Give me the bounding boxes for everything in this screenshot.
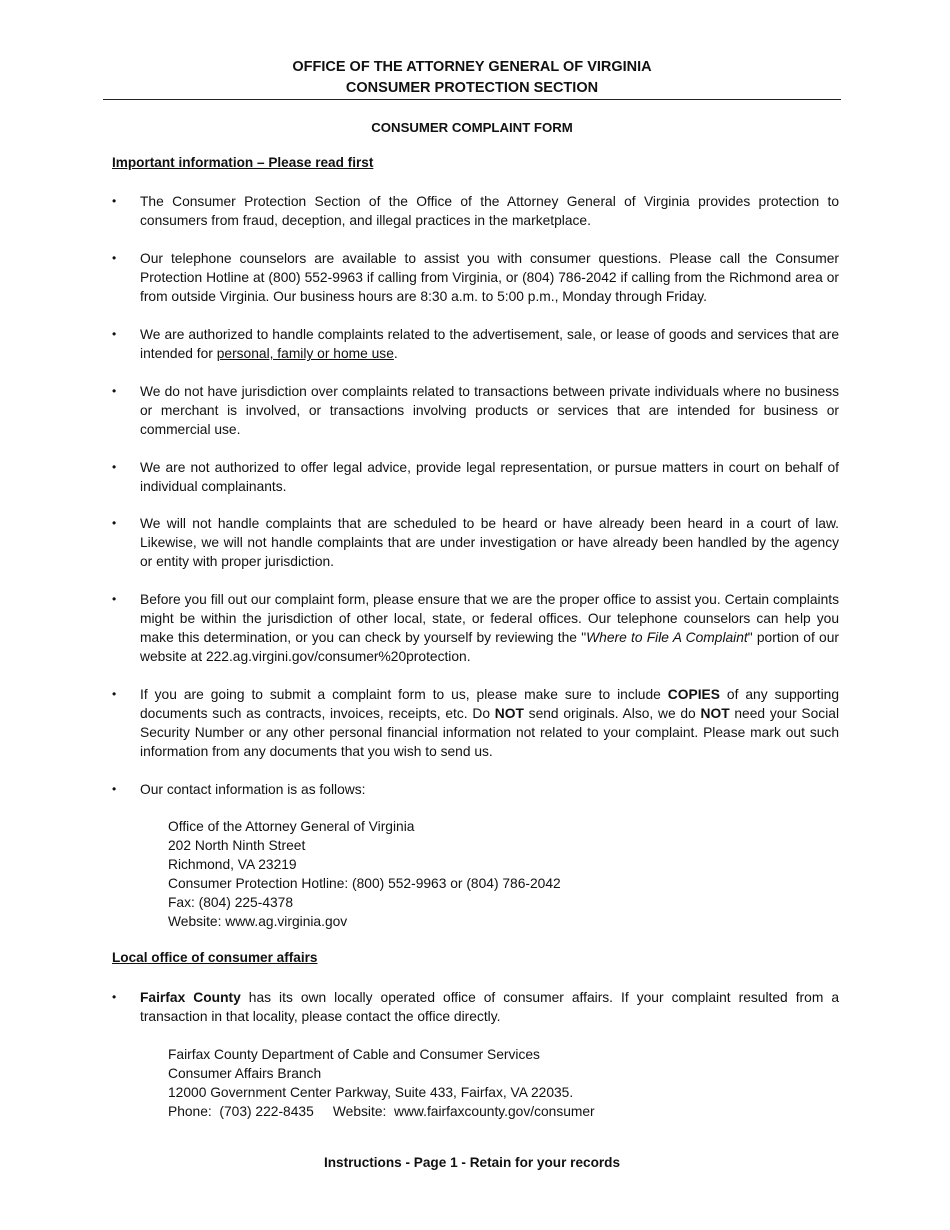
list-item — [112, 325, 839, 363]
list-item — [112, 590, 839, 666]
form-title: CONSUMER COMPLAINT FORM — [371, 120, 573, 135]
page-footer: Instructions - Page 1 - Retain for your records — [323, 1155, 621, 1170]
local-office-heading: Local office of consumer affairs — [112, 950, 318, 965]
bullet-icon: • — [112, 460, 117, 474]
fairfax-address-block — [168, 1045, 595, 1121]
contact-city: Richmond, VA 23219 — [168, 857, 297, 872]
list-item-text: Before you fill out our complaint form, please ensure that we are the proper office to assist you. Certain complaints might be within the jurisdiction of other local, state, or federal offices. Our telephone counselors can help you make this determination, or you can check by yourself by reviewing the "Where to File A Complaint" portion of our website at 222.ag.virgini.gov/consumer%20protection. — [140, 592, 839, 664]
header-divider — [103, 99, 841, 100]
where-to-file-emphasis: Where to File A Complaint — [586, 630, 748, 645]
bullet-icon: • — [112, 687, 117, 701]
list-item-text: We do not have jurisdiction over complaints related to transactions between private individuals where no business or merchant is involved, or transactions involving products or services that are intended for business or commercial use. — [140, 384, 839, 437]
fairfax-contact: Phone: (703) 222-8435 Website: www.fairfaxcounty.gov/consumer — [168, 1104, 595, 1119]
list-item-text: The Consumer Protection Section of the Office of the Attorney General of Virginia provides protection to consumers from fraud, deception, and illegal practices in the marketplace. — [140, 194, 839, 228]
bullet-icon: • — [112, 384, 117, 398]
list-item — [112, 382, 839, 439]
contact-street: 202 North Ninth Street — [168, 838, 306, 853]
document-header — [103, 57, 841, 99]
contact-website: Website: www.ag.virginia.gov — [168, 914, 348, 929]
list-item-text: We will not handle complaints that are scheduled to be heard or have already been heard in a court of law. Likewise, we will not handle complaints that are under investigation or have already been handled by the agency or entity with proper jurisdiction. — [140, 516, 839, 569]
personal-use-emphasis: personal, family or home use — [216, 346, 394, 361]
fairfax-dept: Fairfax County Department of Cable and Consumer Services — [168, 1047, 540, 1062]
fairfax-county-label: Fairfax County — [140, 990, 241, 1005]
list-item — [112, 458, 839, 496]
contact-name: Office of the Attorney General of Virginia — [168, 819, 415, 834]
section-title: CONSUMER PROTECTION SECTION — [345, 80, 599, 96]
list-item-text: Our telephone counselors are available to assist you with consumer questions. Please call the Consumer Protection Hotline at (800) 552-9963 if calling from Virginia, or (804) 786-2042 if calling from the Richmond area or from outside Virginia. Our business hours are 8:30 a.m. to 5:00 p.m., Monday through Friday. — [140, 251, 839, 304]
important-info-heading: Important information – Please read first — [112, 155, 374, 170]
bullet-icon: • — [112, 990, 117, 1004]
list-item — [112, 192, 839, 230]
bullet-icon: • — [112, 251, 117, 265]
bullet-icon: • — [112, 516, 117, 530]
list-item-text: Fairfax County has its own locally operated office of consumer affairs. If your complaint resulted from a transaction in that locality, please contact the office directly. — [140, 990, 840, 1024]
contact-hotline: Consumer Protection Hotline: (800) 552-9963 or (804) 786-2042 — [168, 876, 561, 891]
list-item-text: We are authorized to handle complaints related to the advertisement, sale, or lease of goods and services that are intended for personal, family or home use. — [140, 327, 839, 361]
bullet-icon: • — [112, 782, 117, 796]
fairfax-address: 12000 Government Center Parkway, Suite 433, Fairfax, VA 22035. — [168, 1085, 574, 1100]
office-title: OFFICE OF THE ATTORNEY GENERAL OF VIRGINIA — [292, 59, 652, 75]
list-item — [112, 514, 839, 571]
fairfax-branch: Consumer Affairs Branch — [168, 1066, 322, 1081]
list-item — [112, 685, 839, 761]
list-item-text: We are not authorized to offer legal advice, provide legal representation, or pursue matters in court on behalf of individual complainants. — [140, 460, 839, 494]
list-item-text: Our contact information is as follows: — [140, 782, 366, 797]
contact-fax: Fax: (804) 225-4378 — [168, 895, 294, 910]
list-item-text: If you are going to submit a complaint form to us, please make sure to include COPIES of any supporting documents such as contracts, invoices, receipts, etc. Do NOT send originals. Also, we do NOT need your Social Security Number or any other personal financial information not related to your complaint. Please mark out such information from any documents that you wish to send us. — [140, 687, 840, 759]
list-item — [112, 780, 839, 799]
bullet-icon: • — [112, 592, 117, 606]
bullet-icon: • — [112, 327, 117, 341]
list-item — [112, 988, 839, 1026]
contact-address-block — [168, 817, 561, 931]
list-item — [112, 249, 839, 306]
bullet-icon: • — [112, 194, 117, 208]
